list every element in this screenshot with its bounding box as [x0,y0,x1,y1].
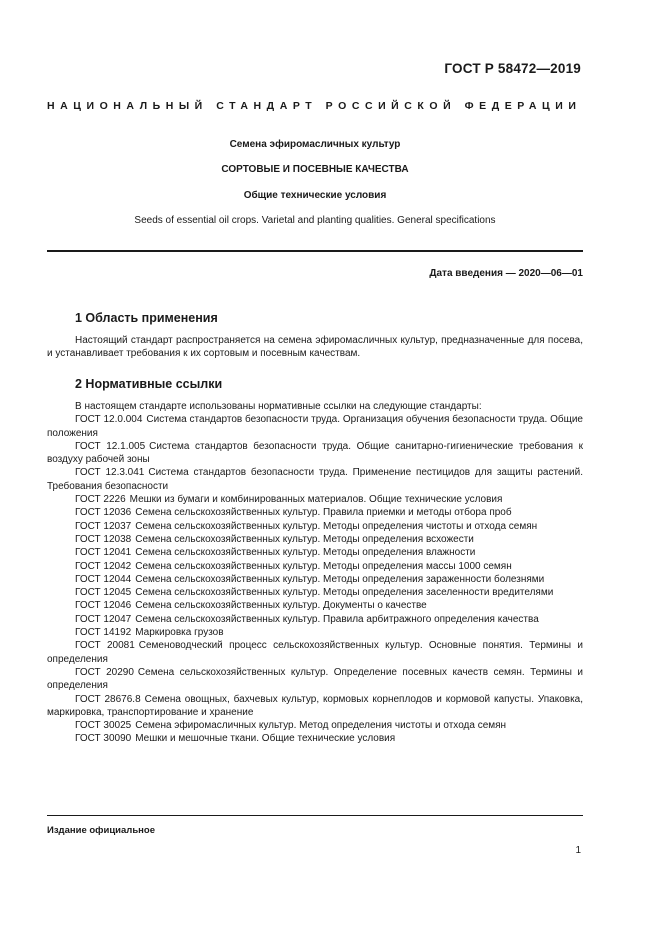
reference-code: ГОСТ 12037 [75,520,132,532]
reference-item [47,639,583,666]
reference-title: Система стандартов безопасности труда. Применение пестицидов для защиты растений. Требования безопасности [47,467,583,492]
reference-title: Семена сельскохозяйственных культур. Правила приемки и методы отбора проб [135,507,512,519]
reference-title: Маркировка грузов [135,627,224,639]
reference-code: ГОСТ 12045 [75,587,132,599]
reference-item [47,626,583,639]
references-items [47,413,583,745]
reference-item [47,599,583,612]
reference-item [47,732,583,745]
reference-code: ГОСТ 30090 [75,733,132,745]
reference-code: ГОСТ 30025 [75,720,132,732]
reference-title: Семена сельскохозяйственных культур. Документы о качестве [135,600,427,612]
reference-code: ГОСТ 12041 [75,547,132,559]
reference-code: ГОСТ 12.3.041 [75,467,145,479]
reference-code: ГОСТ 12.1.005 [75,440,146,452]
reference-item [47,560,583,573]
reference-item [47,440,583,467]
reference-item [47,533,583,546]
reference-item [47,666,583,693]
footer-divider [47,815,583,816]
reference-code: ГОСТ 12047 [75,613,132,625]
title-quality: СОРТОВЫЕ И ПОСЕВНЫЕ КАЧЕСТВА [221,164,409,175]
reference-item [47,493,583,506]
reference-item [47,546,583,559]
reference-title: Семена сельскохозяйственных культур. Методы определения зараженности болезнями [135,573,545,585]
reference-item [47,573,583,586]
reference-item [47,466,583,493]
section-1-text: Настоящий стандарт распространяется на семена эфиромасличных культур, предназначенные для посева, и устанавливает требования к их сортовым и посевным качествам. [47,335,583,360]
reference-title: Семена овощных, бахчевых культур, кормовых корнеплодов и кормовой капусты. Упаковка, маркировка, транспортирование и хранение [47,693,583,718]
section-1-body [47,334,583,360]
section-2-title: 2 Нормативные ссылки [75,377,223,391]
references-list [47,400,583,746]
title-divider [47,250,583,252]
reference-title: Семена сельскохозяйственных культур. Методы определения всхожести [135,533,474,545]
reference-code: ГОСТ 12042 [75,560,132,572]
reference-item [47,693,583,720]
reference-title: Семена сельскохозяйственных культур. Методы определения заселенности вредителями [135,587,554,599]
reference-title: Мешки и мешочные ткани. Общие технические условия [135,733,396,745]
reference-code: ГОСТ 14192 [75,627,132,639]
reference-item [47,506,583,519]
reference-item [47,586,583,599]
reference-code: ГОСТ 12036 [75,507,132,519]
reference-title: Система стандартов безопасности труда. Организация обучения безопасности труда. Общие положения [47,414,583,439]
reference-title: Мешки из бумаги и комбинированных материалов. Общие технические условия [129,494,503,506]
document-titles [47,139,583,226]
edition-label: Издание официальное [47,825,155,836]
reference-code: ГОСТ 12038 [75,533,132,545]
section-1-title: 1 Область применения [75,311,218,325]
document-number: ГОСТ Р 58472—2019 [444,61,581,76]
title-crop: Семена эфиромасличных культур [229,139,401,150]
page-number: 1 [575,845,581,856]
reference-code: ГОСТ 2226 [75,494,126,506]
reference-title: Семена эфиромасличных культур. Метод определения чистоты и отхода семян [135,720,507,732]
introduction-date: Дата введения — 2020—06—01 [429,268,583,279]
reference-item [47,520,583,533]
title-english: Seeds of essential oil crops. Varietal and planting qualities. General specifications [134,215,496,226]
title-general: Общие технические условия [243,190,387,201]
reference-code: ГОСТ 28676.8 [75,693,141,705]
reference-title: Семена сельскохозяйственных культур. Правила арбитражного определения качества [135,613,539,625]
reference-code: ГОСТ 12046 [75,600,132,612]
reference-item [47,413,583,440]
reference-item [47,613,583,626]
reference-code: ГОСТ 12.0.004 [75,414,143,426]
national-standard-heading: НАЦИОНАЛЬНЫЙ СТАНДАРТ РОССИЙСКОЙ ФЕДЕРАЦИИ [47,100,582,112]
reference-title: Семена сельскохозяйственных культур. Определение посевных качеств семян. Термины и определения [47,666,583,692]
reference-code: ГОСТ 12044 [75,573,132,585]
reference-title: Семена сельскохозяйственных культур. Методы определения массы 1000 семян [135,560,512,572]
reference-code: ГОСТ 20290 [75,666,134,678]
reference-code: ГОСТ 20081 [75,640,135,652]
reference-title: Система стандартов безопасности труда. Общие санитарно-гигиенические требования к воздуху рабочей зоны [47,440,583,466]
reference-item [47,719,583,732]
references-lead: В настоящем стандарте использованы нормативные ссылки на следующие стандарты: [75,401,482,412]
reference-title: Семена сельскохозяйственных культур. Методы определения влажности [135,547,476,559]
reference-title: Семеноводческий процесс сельскохозяйственных культур. Основные понятия. Термины и определения [47,640,584,665]
reference-title: Семена сельскохозяйственных культур. Методы определения чистоты и отхода семян [135,520,538,532]
